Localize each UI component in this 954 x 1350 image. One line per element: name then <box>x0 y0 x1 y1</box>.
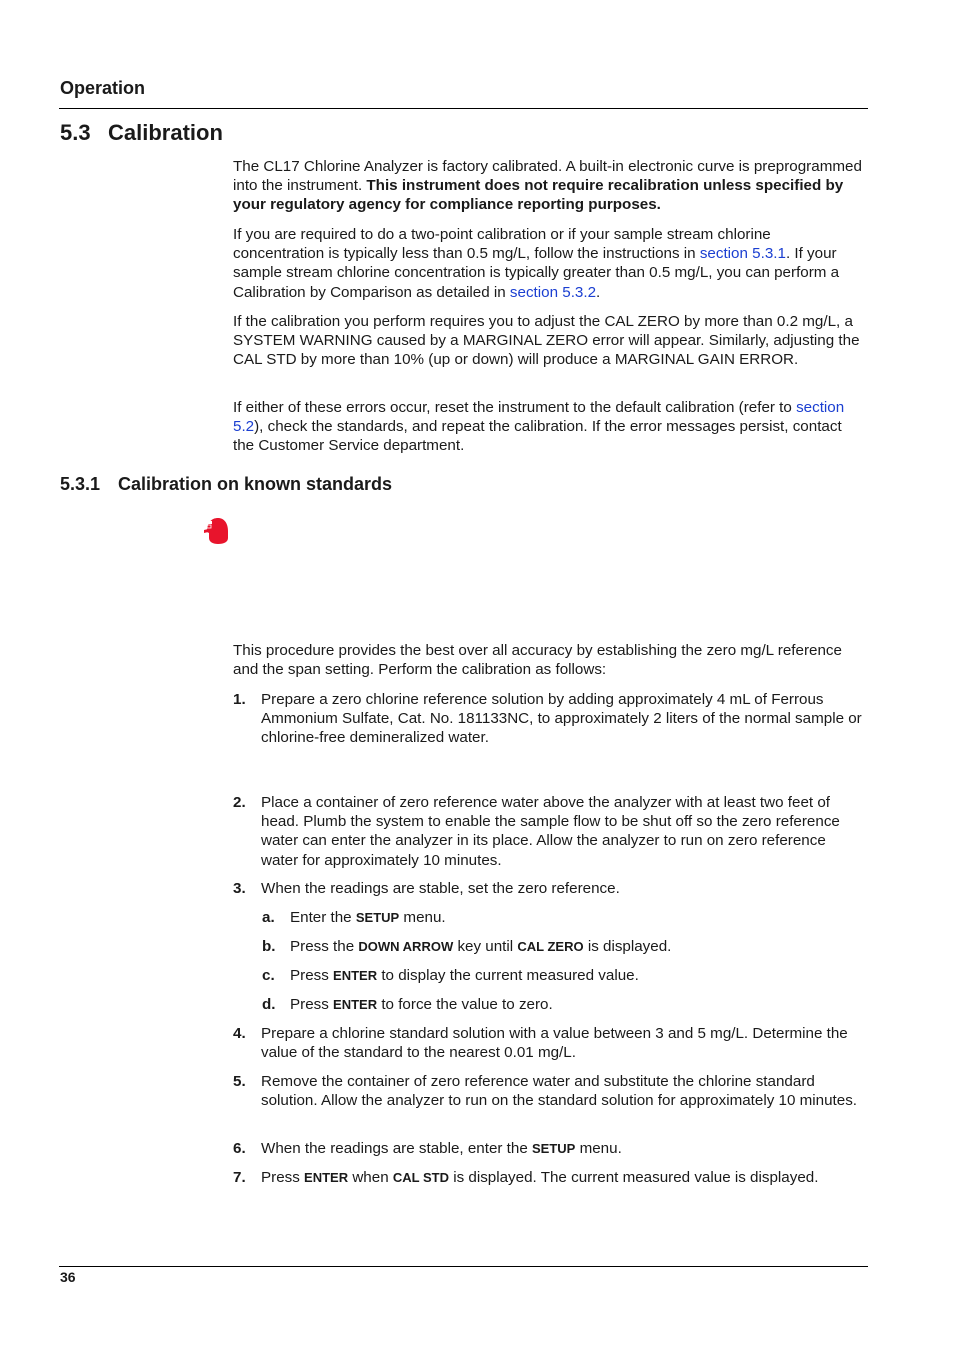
substep-3d <box>262 995 867 1014</box>
section-title: Calibration <box>108 120 223 145</box>
paragraph-text: If either of these errors occur, reset the instrument to the default calibration (refer to <box>233 399 797 416</box>
paragraph-procedure-intro <box>233 641 865 679</box>
step-2 <box>233 793 867 870</box>
subsection-number: 5.3.1 <box>60 474 101 494</box>
step-text: is displayed. <box>583 938 672 955</box>
step-text: to display the current measured value. <box>377 967 639 984</box>
paragraph-text: If the calibration you perform requires you to adjust the CAL ZERO by more than 0.2 mg/L, a SYSTEM WARNING caused by a MARGINAL ZERO error will appear. Similarly, adjusting the CAL STD by more than 10% (up or down) will produce a MARGINAL GAIN ERROR. <box>233 313 860 369</box>
link-section-5-2[interactable]: section 5.2 <box>233 399 845 436</box>
paragraph-two-point <box>233 225 865 302</box>
substep-letter: b. <box>262 938 276 955</box>
step-6 <box>233 1139 867 1158</box>
link-section-5-3-2[interactable]: section 5.3.2 <box>509 283 597 301</box>
substep-letter: a. <box>262 909 275 926</box>
footer-rule <box>59 1266 868 1267</box>
step-text: When the readings are stable, enter the <box>261 1140 533 1157</box>
paragraph-reset <box>233 398 865 456</box>
subsection-title: Calibration on known standards <box>118 474 393 494</box>
substep-3b <box>262 937 867 956</box>
step-text: menu. <box>575 1140 622 1157</box>
substep-letter: c. <box>262 967 275 984</box>
step-3 <box>233 879 867 898</box>
link-section-5-3-1[interactable]: section 5.3.1 <box>699 245 786 263</box>
paragraph-text: The CL17 Chlorine Analyzer is factory calibrated. A built-in electronic curve is preprogrammed into the instrument. <box>233 158 862 195</box>
safety-helmet-icon <box>203 516 230 545</box>
step-text: key until <box>453 938 518 955</box>
step-text: when <box>348 1169 393 1186</box>
substep-3a <box>262 908 867 927</box>
subsection-heading <box>60 474 392 495</box>
step-text: Press <box>261 1169 305 1186</box>
key-label: SETUP <box>532 1141 576 1156</box>
step-5 <box>233 1072 867 1110</box>
step-number: 3. <box>233 880 246 897</box>
substep-3c <box>262 966 867 985</box>
key-label: ENTER <box>333 968 378 983</box>
paragraph-bold-text: This instrument does not require recalibration unless specified by your regulatory agency for compliance reporting purposes. <box>233 177 844 214</box>
step-text: Press the <box>290 938 359 955</box>
step-number: 7. <box>233 1169 246 1186</box>
step-text: Press <box>290 967 334 984</box>
paragraph-marginal-error <box>233 312 865 370</box>
step-number: 4. <box>233 1025 246 1042</box>
running-header: Operation <box>60 78 146 98</box>
step-number: 2. <box>233 794 246 811</box>
step-number: 5. <box>233 1073 246 1090</box>
paragraph-text: . <box>596 283 601 301</box>
paragraph-text: . If your sample stream chlorine concentration is typically greater than 0.5 mg/L, you can perform a Calibration by Comparison as detailed in <box>233 245 840 301</box>
step-text: to force the value to zero. <box>377 996 553 1013</box>
header-rule <box>59 108 868 109</box>
step-text: Press <box>290 996 334 1013</box>
step-text: Prepare a zero chlorine reference solution by adding approximately 4 mL of Ferrous Ammonium Sulfate, Cat. No. 181133NC, to approximately 2 liters of the normal sample or chlorine-free demineralized water. <box>261 691 862 747</box>
key-label: CAL STD <box>392 1170 449 1185</box>
key-label: DOWN ARROW <box>358 939 454 954</box>
section-heading <box>60 120 223 146</box>
key-label: ENTER <box>333 997 378 1012</box>
section-number: 5.3 <box>60 120 91 145</box>
step-7 <box>233 1168 867 1187</box>
substep-letter: d. <box>262 996 276 1013</box>
step-text: menu. <box>399 909 446 926</box>
paragraph-text: If you are required to do a two-point calibration or if your sample stream chlorine concentration is typically less than 0.5 mg/L, follow the instructions in <box>233 226 771 263</box>
step-4 <box>233 1024 867 1062</box>
step-text: is displayed. The current measured value is displayed. <box>448 1169 819 1186</box>
paragraph-factory-calibrated <box>233 157 865 215</box>
step-text: Place a container of zero reference water above the analyzer with at least two feet of head. Plumb the system to enable the sample flow to be shut off so the zero reference water can enter the analyzer in its place. Allow the analyzer to run on zero reference water for approximately 10 minutes. <box>261 794 840 869</box>
step-text: Prepare a chlorine standard solution with a value between 3 and 5 mg/L. Determine the value of the standard to the nearest 0.01 mg/L. <box>261 1025 848 1062</box>
key-label: ENTER <box>304 1170 349 1185</box>
key-label: CAL ZERO <box>517 939 584 954</box>
step-text: When the readings are stable, set the zero reference. <box>261 880 620 897</box>
key-label: SETUP <box>355 910 400 925</box>
step-number: 6. <box>233 1140 246 1157</box>
step-1 <box>233 690 867 748</box>
step-text: Enter the <box>290 909 356 926</box>
paragraph-text: ), check the standards, and repeat the calibration. If the error messages persist, contact the Customer Service department. <box>233 418 842 455</box>
paragraph-text: This procedure provides the best over all accuracy by establishing the zero mg/L reference and the span setting. Perform the calibration as follows: <box>233 642 842 679</box>
page-number: 36 <box>60 1269 76 1285</box>
step-text: Remove the container of zero reference water and substitute the chlorine standard solution. Allow the analyzer to run on the standard solution for approximately 10 minutes. <box>261 1073 858 1110</box>
step-number: 1. <box>233 691 246 708</box>
